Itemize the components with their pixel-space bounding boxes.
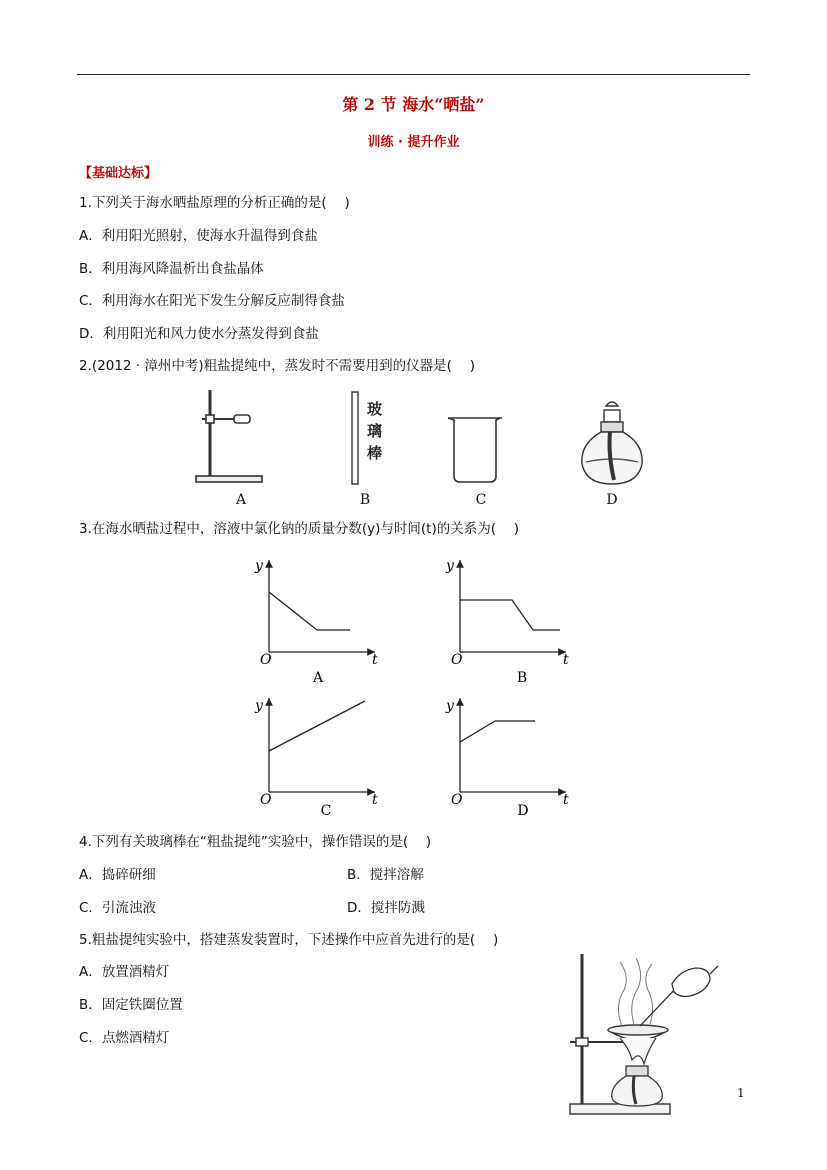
question-5-option-c: C．点燃酒精灯 — [79, 1030, 170, 1046]
question-1-option-a: A．利用阳光照射，使海水升温得到食盐 — [79, 228, 318, 244]
graph-a-x-label: t — [372, 652, 378, 668]
question-3-stem: 3.在海水晒盐过程中，溶液中氯化钠的质量分数(y)与时间(t)的关系为( ) — [79, 521, 520, 537]
question-1-option-b: B．利用海风降温析出食盐晶体 — [79, 261, 264, 277]
rod-text-3: 棒 — [367, 444, 383, 462]
graph-c — [269, 698, 375, 792]
question-4-option-c: C．引流浊液 — [79, 900, 156, 916]
instrument-label-a: A — [235, 492, 247, 508]
graph-d-origin: O — [451, 792, 463, 808]
section-heading: 【基础达标】 — [79, 166, 158, 181]
header-rule — [77, 74, 750, 75]
graph-b-x-label: t — [563, 652, 569, 668]
graph-b-label: B — [516, 670, 528, 686]
evaporating-dish-icon — [608, 1025, 668, 1040]
question-4-stem: 4.下列有关玻璃棒在“粗盐提纯”实验中，操作错误的是( ) — [79, 834, 432, 850]
question-1-stem: 1.下列关于海水晒盐原理的分析正确的是( ) — [79, 195, 350, 211]
graph-d-label: D — [517, 803, 529, 819]
instrument-label-c: C — [475, 492, 487, 508]
graph-a-y-label: y — [255, 558, 263, 574]
question-4-option-a: A．捣碎研细 — [79, 867, 156, 883]
beaker-icon — [448, 418, 502, 482]
graph-c-x-label: t — [372, 792, 378, 808]
iron-stand-icon — [196, 390, 262, 482]
graph-a-label: A — [312, 670, 324, 686]
graph-b-y-label: y — [446, 558, 454, 574]
question-5-stem: 5.粗盐提纯实验中，搭建蒸发装置时，下述操作中应首先进行的是( ) — [79, 932, 499, 948]
lamp-flame-icon — [620, 1038, 656, 1064]
rod-text-2: 璃 — [367, 422, 383, 440]
glass-rod-icon — [352, 392, 358, 484]
graph-d-y-label: y — [446, 698, 454, 714]
graph-d-x-label: t — [563, 792, 569, 808]
graph-b — [460, 560, 566, 652]
graph-d — [460, 698, 566, 792]
question-4-option-d: D．搅拌防溅 — [347, 900, 425, 916]
instrument-label-b: B — [359, 492, 371, 508]
evaporation-setup-illustration — [560, 946, 720, 1122]
graph-a-origin: O — [260, 652, 272, 668]
question-3-graphs — [250, 550, 590, 820]
question-2-stem: 2.(2012 · 漳州中考)粗盐提纯中，蒸发时不需要用到的仪器是( ) — [79, 358, 475, 374]
rod-text-1: 玻 — [367, 400, 383, 418]
graph-c-origin: O — [260, 792, 272, 808]
page-subtitle: 训练 · 提升作业 — [367, 135, 460, 150]
question-2-instruments — [190, 384, 650, 494]
instrument-label-d: D — [606, 492, 618, 508]
graph-b-origin: O — [451, 652, 463, 668]
question-1-option-c: C．利用海水在阳光下发生分解反应制得食盐 — [79, 293, 345, 309]
question-5-option-a: A．放置酒精灯 — [79, 964, 170, 980]
graph-c-label: C — [320, 803, 332, 819]
question-5-option-b: B．固定铁圈位置 — [79, 997, 183, 1013]
graph-c-y-label: y — [255, 698, 263, 714]
page-title: 第 2 节 海水“晒盐” — [342, 95, 485, 114]
question-1-option-d: D．利用阳光和风力使水分蒸发得到食盐 — [79, 326, 319, 342]
steam-icon — [618, 958, 652, 1026]
question-4-option-b: B．搅拌溶解 — [347, 867, 424, 883]
graph-a — [269, 560, 375, 652]
alcohol-lamp-icon — [582, 402, 642, 484]
page-number: 1 — [737, 1086, 745, 1100]
evaporation-lamp-icon — [612, 1066, 662, 1106]
